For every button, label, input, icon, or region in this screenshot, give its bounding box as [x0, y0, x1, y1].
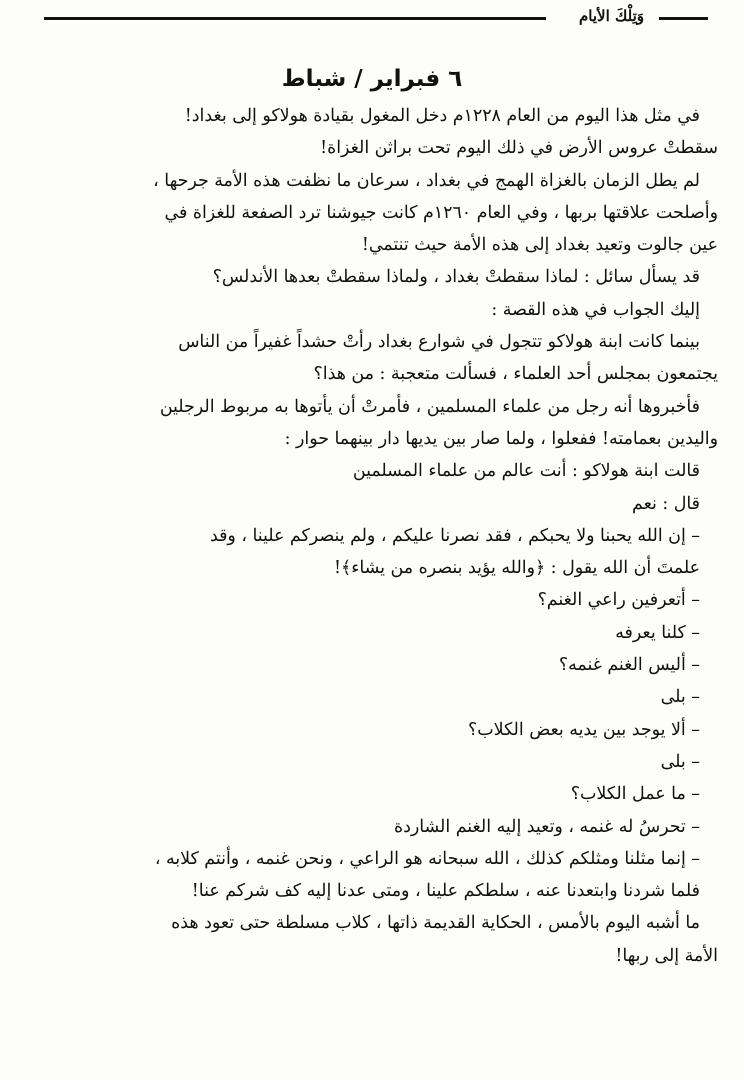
page-title: ٦ فبراير / شباط [281, 66, 463, 92]
body-text [24, 100, 718, 972]
text-line: – تحرسُ له غنمه ، وتعيد إليه الغنم الشاردة [393, 816, 700, 837]
text-line: قال : نعم [632, 493, 700, 514]
text-line: قالت ابنة هولاكو : أنت عالم من علماء المسلمين [352, 461, 700, 482]
text-line: إليك الجواب في هذه القصة : [491, 299, 700, 320]
text-line: – إنما مثلنا ومثلكم كذلك ، الله سبحانه هو الراعي ، ونحن غنمه ، وأنتم كلابه ، [154, 848, 700, 869]
text-line: عين جالوت وتعيد بغداد إلى هذه الأمة حيث تنتمي! [361, 235, 718, 256]
text-line: – أليس الغنم غنمه؟ [558, 655, 700, 676]
page-header [44, 8, 708, 32]
header-rule-left [44, 17, 546, 20]
text-line: يجتمعون بمجلس أحد العلماء ، فسألت متعجبة : من هذا؟ [313, 364, 718, 385]
text-line: لم يطل الزمان بالغزاة الهمج في بغداد ، سرعان ما نظفت هذه الأمة جرحها ، [153, 170, 700, 191]
text-line: – بلى [660, 687, 700, 708]
text-line: ما أشبه اليوم بالأمس ، الحكاية القديمة ذاتها ، كلاب مسلطة حتى تعود هذه [171, 913, 700, 934]
text-line: واليدين بعمامته! ففعلوا ، ولما صار بين يديها دار بينهما حوار : [284, 428, 718, 449]
text-line: فلما شردنا وابتعدنا عنه ، سلطكم علينا ، ومتى عدنا إليه كف شركم عنا! [191, 881, 700, 902]
text-line: سقطتْ عروس الأرض في ذلك اليوم تحت براثن الغزاة! [320, 138, 718, 159]
text-line: – ما عمل الكلاب؟ [570, 784, 700, 805]
text-line: علمتَ أن الله يقول : ﴿والله يؤيد بنصره من يشاء﴾! [334, 558, 700, 579]
text-line: – إن الله يحبنا ولا يحبكم ، فقد نصرنا عليكم ، ولم ينصركم علينا ، وقد [209, 525, 700, 546]
text-line: – كلنا يعرفه [615, 622, 700, 643]
text-line: – ألا يوجد بين يديه بعض الكلاب؟ [467, 719, 700, 740]
header-rule-right [659, 17, 708, 20]
text-line: الأمة إلى ربها! [615, 945, 718, 966]
text-line: وأصلحت علاقتها بربها ، وفي العام ١٢٦٠م كانت جيوشنا ترد الصفعة للغزاة في [164, 202, 718, 223]
text-line: بينما كانت ابنة هولاكو تتجول في شوارع بغداد رأتْ حشداً غفيراً من الناس [178, 332, 700, 353]
text-line: – بلى [660, 751, 700, 772]
text-line: فأخبروها أنه رجل من علماء المسلمين ، فأمرتْ أن يأتوها به مربوط الرجلين [159, 396, 700, 417]
running-title: وَتِلْكَ الأيام [578, 7, 644, 25]
text-line: قد يسأل سائل : لماذا سقطتْ بغداد ، ولماذا سقطتْ بعدها الأندلس؟ [212, 267, 700, 288]
text-line: – أتعرفين راعي الغنم؟ [537, 590, 700, 611]
text-line: في مثل هذا اليوم من العام ١٢٢٨م دخل المغول بقيادة هولاكو إلى بغداد! [184, 106, 700, 126]
